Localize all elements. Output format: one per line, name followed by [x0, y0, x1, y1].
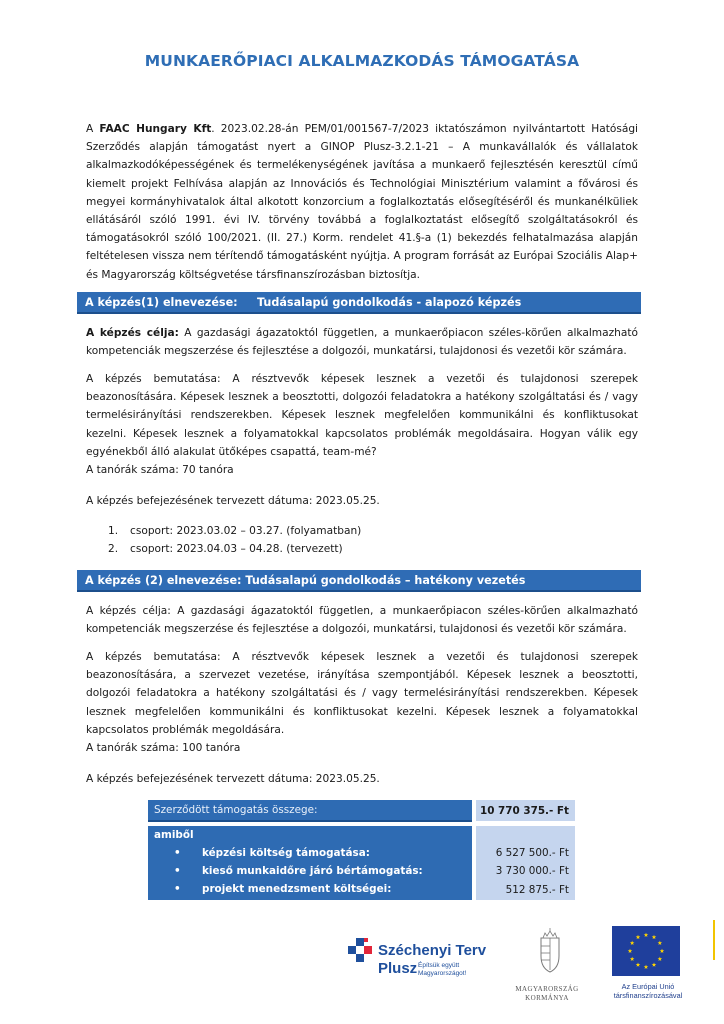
funding-item-label: projekt menedzsment költségei: [202, 883, 392, 895]
company-name: FAAC Hungary Kft [99, 123, 212, 135]
szechenyi-slogan: Építsük együtt Magyarországot! [418, 962, 467, 977]
intro-prefix: A [86, 123, 94, 135]
training1-goal-label: A képzés célja: [86, 327, 179, 339]
szechenyi-cross-icon [348, 938, 372, 962]
training2-header: A képzés (2) elnevezése: Tudásalapú gondolkodás – hatékony vezetés [77, 570, 641, 592]
eu-cofinance-text: Az Európai Unió társfinanszírozásával [613, 982, 683, 1000]
page-title: MUNKAERŐPIACI ALKALMAZKODÁS TÁMOGATÁSA [144, 52, 580, 70]
government-name: MAGYARORSZÁG KORMÁNYA [515, 985, 579, 1002]
funding-item-label: kieső munkaidőre járó bértámogatás: [202, 865, 423, 877]
training1-goal-text: A gazdasági ágazatoktól független, a munkaerőpiacon széles-körűen alkalmazható kompetenciák megszerzése és fejlesztése a dolgozói, munkatársi, tulajdonosi és vezetői kör számára. [86, 327, 639, 358]
footer-logos [0, 920, 724, 1020]
training1-end-date: A képzés befejezésének tervezett dátuma: 2023.05.25. [86, 495, 380, 507]
training1-header-title: Tudásalapú gondolkodás - alapozó képzés [257, 296, 522, 309]
training2-hours: A tanórák száma: 100 tanóra [86, 742, 241, 754]
funding-item-value: 512 875.- Ft [476, 880, 575, 900]
funding-of-which: amiből [148, 826, 472, 844]
training1-hours: A tanórák száma: 70 tanóra [86, 464, 234, 476]
training1-header-label: A képzés(1) elnevezése: [85, 296, 238, 309]
funding-item-value: 6 527 500.- Ft [476, 844, 575, 862]
szechenyi-plusz: Plusz [378, 960, 418, 977]
training1-group-list [108, 522, 361, 558]
funding-item-label: képzési költség támogatása: [202, 847, 370, 859]
funding-total-row [148, 800, 575, 821]
funding-total-value: 10 770 375.- Ft [476, 800, 575, 821]
szechenyi-title: Széchenyi Terv [378, 942, 487, 959]
training2-goal: A képzés célja: A gazdasági ágazatoktól független, a munkaerőpiacon széles-körűen alkalmazható kompetenciák megszerzése és fejlesztése a dolgozói, munkatársi, tulajdonosi és vezetői kör számára. [86, 605, 638, 636]
group-item-2: 2. csoport: 2023.04.03 – 04.28. (tervezett) [108, 543, 343, 555]
funding-item-row: • kieső munkaidőre járó bértámogatás: 3 730 000.- Ft [148, 862, 575, 880]
training2-description: A képzés bemutatása: A résztvevők képesek lesznek a vezetői és tulajdonosi szerepek beazonosítására, a szervezet vezetése, irányítása szempontjából. Képesek lesznek a beosztotti, dolgozói feladatokra a hatékony szolgáltatási és / vagy termelésirányítási rendszerekben. Képesek lesznek megfelelően kommunikálni és konfliktusokat kezelni. Képesek lesznek a folyamatokkal kapcsolatos problémák megoldására. [86, 651, 638, 736]
training1-goal [86, 324, 638, 360]
training1-header [77, 292, 641, 314]
training1-description: A képzés bemutatása: A résztvevők képesek lesznek a vezetői és tulajdonosi szerepek beazonosítására. Képesek lesznek a beosztotti, dolgozói feladatokra a hatékony szolgáltatási és / vagy termelésirányítási rendszerekben. Képesek lesznek megfelelően kommunikálni és konfliktusokat kezelni. Képesek lesznek a folyamatokkal kapcsolatos problémák megoldásaira. Hogyan válik egy egyénekből álló alakulat ütőképes csapattá, team-mé? [86, 373, 638, 458]
intro-text: . 2023.02.28-án PEM/01/001567-7/2023 iktatószámon nyilvántartott Hatósági Szerződés alapján támogatást nyert a GINOP Plusz-3.2.1-21 – A munkavállalók és vállalatok alkalmazkodóképességének és termelékenységének javítása a munkaerő fejlesztésén keresztül című kiemelt projekt Felhívása alapján az Innovációs és Technológiai Minisztérium valamint a fővárosi és megyei kormányhivatalok által alkotott konzorcium a foglalkoztatás elősegítéséről és munkanélküliek ellátásáról szóló 1991. évi IV. törvény továbbá a foglalkoztatást elősegítő szolgáltatásokról és támogatásokról szóló 100/2021. (II. 27.) Korm. rendelet 41.§-a (1) bekezdés felhatalmazása alapján feltételesen vissza nem térítendő támogatásként nyújtja. A program forrását az Európai Szociális Alap+ és Magyarország költségvetése társfinanszírozásban biztosítja. [86, 123, 639, 281]
funding-item-row: • képzési költség támogatása: 6 527 500.- Ft [148, 844, 575, 862]
group-item-1: 1. csoport: 2023.03.02 – 03.27. (folyamatban) [108, 525, 362, 537]
coat-of-arms-icon [541, 928, 559, 972]
funding-of-which-row [148, 826, 575, 844]
funding-total-label: Szerződött támogatás összege: [148, 800, 472, 821]
funding-item-row: • projekt menedzsment költségei: 512 875.- Ft [148, 880, 575, 900]
eu-flag-icon [612, 926, 680, 976]
funding-item-value: 3 730 000.- Ft [476, 862, 575, 880]
training2-end-date: A képzés befejezésének tervezett dátuma: 2023.05.25. [86, 773, 380, 785]
funding-table [148, 800, 575, 900]
intro-paragraph [86, 120, 638, 284]
